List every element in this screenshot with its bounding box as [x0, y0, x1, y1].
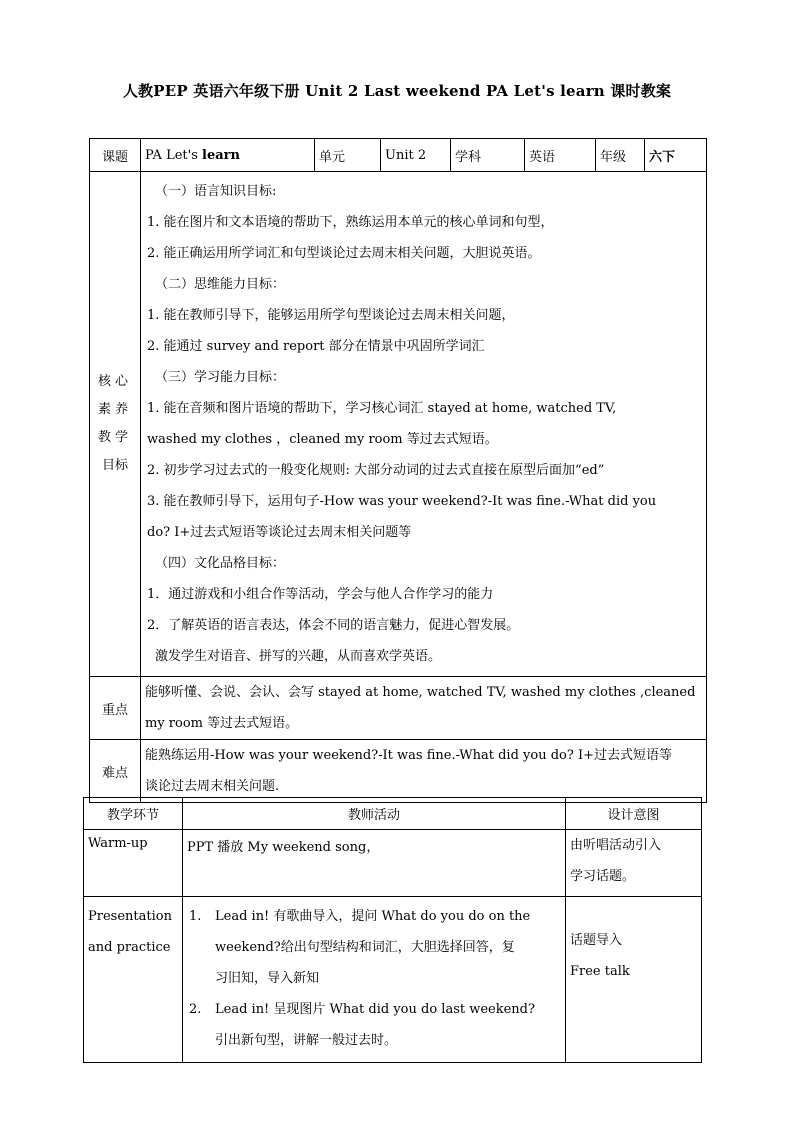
activity-item-line: 习旧知，导入新知 [215, 971, 320, 986]
objective-line: 1．通过游戏和小组合作等活动，学会与他人合作学习的能力 [147, 587, 494, 602]
teaching-process-table [83, 797, 702, 1063]
activity-item-line: Lead in! 有歌曲导入，提问 What do you do on the [215, 909, 531, 924]
objectives-label-line: 核心 [97, 374, 132, 389]
key-point-row [90, 677, 707, 740]
objective-line: 2．了解英语的语言表达，体会不同的语言魅力，促进心智发展。 [147, 618, 520, 633]
objective-line: 3. 能在教师引导下，运用句子-How was your weekend?-It was fine.-What did you [147, 494, 657, 509]
key-point-label: 重点 [90, 677, 141, 740]
topic-value-prefix: PA Let's [145, 147, 203, 163]
presentation-intent [566, 897, 702, 1063]
objectives-label [90, 172, 141, 677]
objectives-row [90, 172, 707, 677]
difficulty-line: 能熟练运用-How was your weekend?-It was fine.-What did you do? I+过去式短语等 [145, 748, 672, 763]
activity-item-line: 引出新句型，讲解一般过去时。 [215, 1033, 398, 1048]
objectives-label-line: 教学 [97, 430, 132, 445]
objective-line: 2. 初步学习过去式的一般变化规则: 大部分动词的过去式直接在原型后面加“ed” [147, 463, 605, 478]
presentation-stage-line: and practice [88, 940, 171, 955]
objective-section-title: （四）文化品格目标： [155, 556, 286, 571]
header-intent: 设计意图 [566, 798, 702, 830]
warmup-row [84, 830, 702, 897]
grade-label: 年级 [596, 139, 645, 172]
activity-item-2 [183, 994, 561, 1056]
activity-item-text [215, 901, 561, 994]
document-title: 人教PEP 英语六年级下册 Unit 2 Last weekend PA Let's learn 课时教案 [122, 82, 672, 100]
lesson-info-table [89, 138, 707, 803]
objective-line: 激发学生对语音、拼写的兴趣，从而喜欢学英语。 [155, 649, 442, 664]
difficulty-label: 难点 [90, 740, 141, 803]
header-activity: 教师活动 [183, 798, 566, 830]
subject-label: 学科 [451, 139, 525, 172]
objective-line: washed my clothes ，cleaned my room 等过去式短语。 [147, 432, 498, 447]
activity-item-text [215, 994, 561, 1056]
subject-value: 英语 [525, 139, 596, 172]
header-stage: 教学环节 [84, 798, 183, 830]
info-row [90, 139, 707, 172]
key-point-line: my room 等过去式短语。 [145, 716, 299, 731]
presentation-stage-line: Presentation [88, 909, 172, 924]
presentation-intent-line: 话题导入 [570, 933, 623, 948]
presentation-intent-line: Free talk [570, 964, 630, 979]
objectives-label-line: 素养 [97, 402, 132, 417]
unit-value: Unit 2 [381, 139, 451, 172]
grade-value: 六下 [645, 139, 707, 172]
objective-line: do? I+过去式短语等谈论过去周末相关问题等 [147, 525, 412, 540]
activity-item-number: 2. [189, 1002, 202, 1017]
unit-label: 单元 [315, 139, 381, 172]
difficulty-line: 谈论过去周末相关问题. [145, 779, 280, 794]
warmup-intent [566, 830, 702, 897]
difficulty-content [141, 740, 707, 803]
objective-line: 1. 能在音频和图片语境的帮助下，学习核心词汇 stayed at home, watched TV, [147, 401, 617, 416]
warmup-stage: Warm-up [84, 830, 183, 897]
topic-value [141, 139, 315, 172]
activity-item-line: weekend?给出句型结构和词汇，大胆选择回答，复 [215, 940, 515, 955]
objective-line: 1. 能在图片和文本语境的帮助下，熟练运用本单元的核心单词和句型， [147, 215, 554, 230]
presentation-activity [183, 897, 566, 1063]
objectives-label-line: 目标 [101, 458, 128, 473]
difficulty-row [90, 740, 707, 803]
topic-value-bold: learn [202, 147, 240, 163]
key-point-content [141, 677, 707, 740]
activity-item-1 [183, 901, 561, 994]
activity-item-number: 1. [189, 909, 202, 924]
warmup-intent-line: 学习话题。 [570, 869, 636, 884]
objective-section-title: （一）语言知识目标: [155, 184, 277, 199]
warmup-activity: PPT 播放 My weekend song， [183, 830, 566, 897]
activity-item-line: Lead in! 呈现图片 What did you do last weekend? [215, 1002, 535, 1017]
objective-line: 2. 能正确运用所学词汇和句型谈论过去周末相关问题，大胆说英语。 [147, 246, 541, 261]
warmup-intent-line: 由听唱活动引入 [570, 838, 662, 853]
objective-section-title: （二）思维能力目标： [155, 277, 286, 292]
objective-line: 1. 能在教师引导下，能够运用所学句型谈论过去周末相关问题， [147, 308, 515, 323]
presentation-stage [84, 897, 183, 1063]
presentation-row [84, 897, 702, 1063]
objectives-content [141, 172, 707, 677]
key-point-line: 能够听懂、会说、会认、会写 stayed at home, watched TV, washed my clothes ,cleaned [145, 685, 696, 700]
process-header-row [84, 798, 702, 830]
objective-section-title: （三）学习能力目标： [155, 370, 286, 385]
objective-line: 2. 能通过 survey and report 部分在情景中巩固所学词汇 [147, 339, 485, 354]
topic-label: 课题 [90, 139, 141, 172]
